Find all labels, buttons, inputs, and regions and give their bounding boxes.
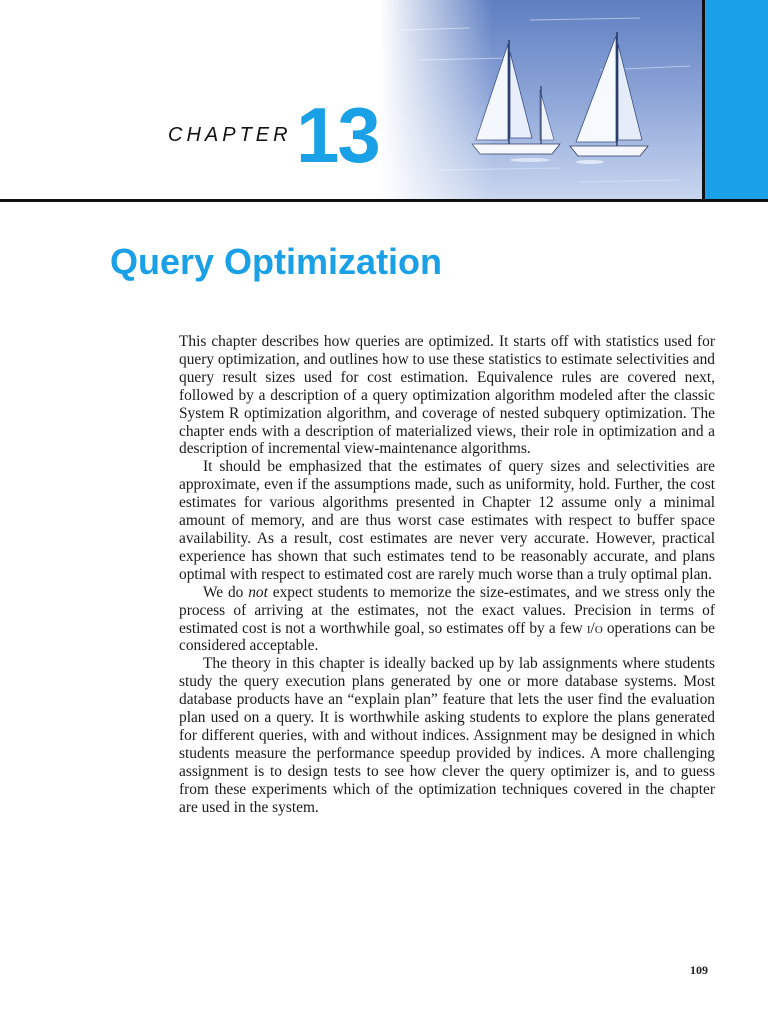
paragraph-1: This chapter describes how queries are optimized. It starts off with statistics used for query optimization, and outlines how to use these statistics to estimate selectivities and query result sizes used for cost estimation. Equivalence rules are covered next, followed by a description of a query optimization algorithm modeled after the classic System R optimization algorithm, and coverage of nested subquery optimization. The chapter ends with a description of materialized views, their role in optimization and a description of incremental view-maintenance algorithms. — [179, 333, 715, 458]
paragraph-3 — [179, 584, 715, 656]
paragraph-3-middle: expect students to memorize the size-estimates, and we stress only the process of arriving at the estimates, not the exact values. Precision in terms of estimated cost is not a worthwhile goal, so estimates off by a few — [179, 583, 715, 637]
chapter-body — [179, 333, 715, 816]
page-number: 109 — [690, 963, 708, 977]
sailboats-photo — [380, 0, 702, 200]
paragraph-2: It should be emphasized that the estimates of query sizes and selectivities are approximate, even if the assumptions made, such as uniformity, hold. Further, the cost estimates for various algorithms presented in Chapter 12 assume only a minimal amount of memory, and are thus worst case estimates with respect to buffer space availability. As a result, cost estimates are never very accurate. However, practical experience has shown that such estimates tend to be reasonably accurate, and plans optimal with respect to estimated cost are rarely much worse than a truly optimal plan. — [179, 458, 715, 583]
chapter-title: Query Optimization — [110, 241, 443, 282]
paragraph-3-start: We do — [203, 583, 249, 601]
chapter-accent-bar — [702, 0, 768, 200]
paragraph-3-end: operations can be considered acceptable. — [179, 619, 715, 655]
emphasis-not: not — [248, 583, 268, 601]
io-term: i/o — [586, 619, 603, 637]
chapter-label: CHAPTER — [168, 124, 292, 146]
chapter-number: 13 — [296, 91, 379, 179]
paragraph-4: The theory in this chapter is ideally backed up by lab assignments where students study the query execution plans generated by one or more database systems. Most database products have an “explain plan” feature that lets the user find the evaluation plan used on a query. It is worthwhile asking students to explore the plans generated for different queries, with and without indices. Assignment may be designed in which students measure the performance speedup provided by indices. A more challenging assignment is to design tests to see how clever the query optimizer is, and to guess from these experiments which of the optimization techniques covered in the chapter are used in the system. — [179, 655, 715, 816]
chapter-header — [0, 0, 768, 200]
header-rule — [0, 199, 768, 202]
